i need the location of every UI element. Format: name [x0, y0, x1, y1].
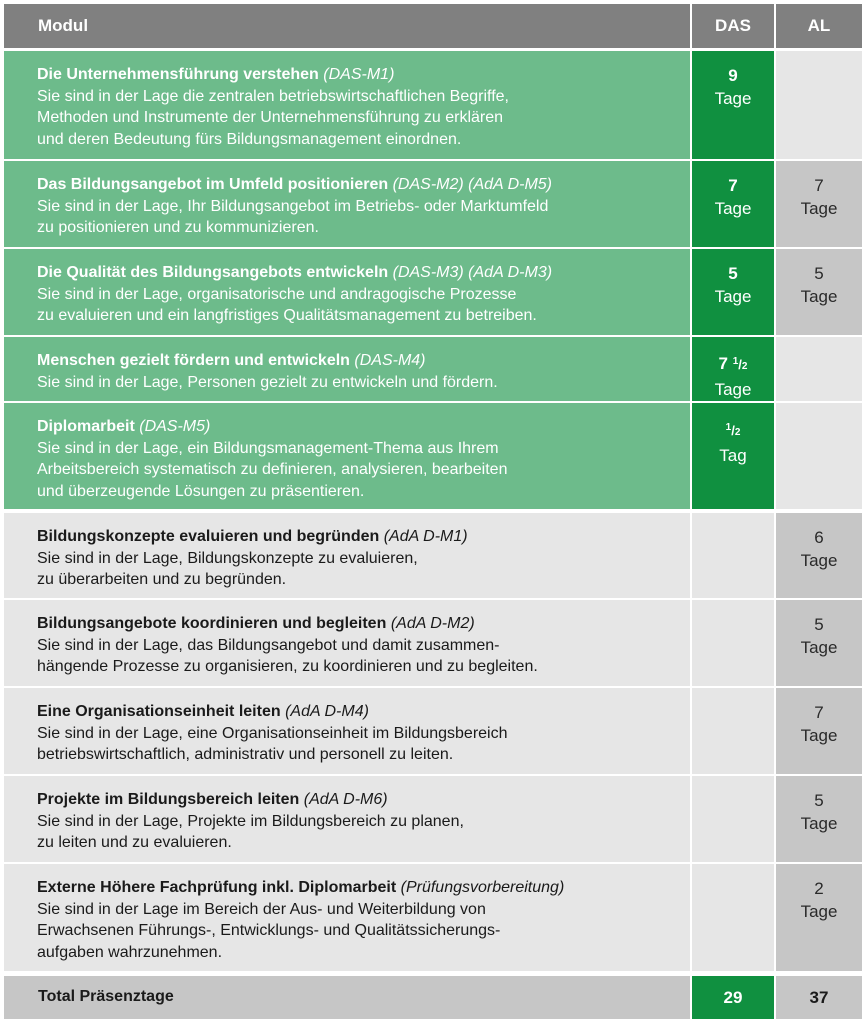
al-days: [776, 403, 862, 509]
al-days-number: 6: [814, 528, 824, 547]
module-code: (Prüfungsvorbereitung): [400, 879, 565, 896]
module-row-das-m3: [4, 249, 862, 335]
al-days-number: 2: [814, 879, 824, 898]
module-title: Diplomarbeit: [37, 418, 135, 435]
das-days-number: 5: [728, 264, 738, 283]
al-days-unit: Tage: [800, 638, 838, 657]
header-modul: Modul: [4, 4, 690, 48]
das-days: [692, 249, 774, 335]
module-text-line: Sie sind in der Lage, organisatorische und andragogische Prozesse: [37, 285, 517, 303]
module-row-hfp: [4, 864, 862, 971]
module-code: (AdA D-M6): [303, 791, 388, 808]
module-code: (AdA D-M1): [383, 528, 468, 545]
module-description: [4, 864, 690, 971]
module-text-line: Sie sind in der Lage, Bildungskonzepte zu evaluieren,: [37, 549, 418, 567]
das-days: [692, 51, 774, 159]
al-days-number: 5: [814, 264, 824, 283]
module-code: (DAS-M1): [323, 66, 395, 83]
module-title: Bildungsangebote koordinieren und begleiten: [37, 615, 387, 632]
module-text-line: zu leiten und zu evaluieren.: [37, 834, 232, 851]
das-days: [692, 161, 774, 247]
al-days: [776, 51, 862, 159]
module-row-ada-m1: [4, 513, 862, 598]
al-days-unit: Tage: [800, 902, 838, 921]
das-days: [692, 337, 774, 401]
module-description: [4, 249, 690, 335]
das-days: [692, 600, 774, 686]
module-text-line: Erwachsenen Führungs-, Entwicklungs- und Qualitätssicherungs-: [37, 922, 501, 939]
al-days-number: 7: [814, 176, 824, 195]
al-days-number: 5: [814, 615, 824, 634]
module-description: [4, 337, 690, 401]
al-days-unit: Tage: [800, 814, 838, 833]
module-text-line: Methoden und Instrumente der Unternehmensführung zu erklären: [37, 109, 504, 126]
module-description: [4, 688, 690, 774]
total-al: 37: [776, 976, 862, 1019]
al-days: [776, 688, 862, 774]
module-title: Eine Organisationseinheit leiten: [37, 703, 281, 720]
header-al: AL: [776, 4, 862, 48]
module-title: Die Unternehmensführung verstehen: [37, 66, 319, 83]
al-days-number: 5: [814, 791, 824, 810]
al-days: [776, 161, 862, 247]
module-description: [4, 403, 690, 509]
module-row-das-m5: [4, 403, 862, 509]
total-row: [4, 976, 862, 1019]
module-title: Das Bildungsangebot im Umfeld positionieren: [37, 176, 389, 193]
al-days-unit: Tage: [800, 551, 838, 570]
al-days: [776, 600, 862, 686]
al-days-unit: Tage: [800, 726, 838, 745]
das-days-number: 7: [728, 176, 738, 195]
module-text-line: und deren Bedeutung fürs Bildungsmanagement einordnen.: [37, 130, 462, 148]
module-text-line: zu evaluieren und ein langfristiges Qualitätsmanagement zu betreiben.: [37, 307, 537, 324]
das-days-number: $^1$/2: [725, 422, 741, 438]
module-code: (DAS-M4): [354, 352, 426, 369]
al-days-unit: Tage: [800, 199, 838, 218]
module-text-line: Sie sind in der Lage, Ihr Bildungsangebot im Betriebs- oder Marktumfeld: [37, 197, 549, 215]
fraction-numerator: 1: [725, 422, 732, 433]
das-days: [692, 688, 774, 774]
module-code: (DAS-M5): [139, 418, 211, 435]
module-title: Externe Höhere Fachprüfung inkl. Diplomarbeit: [37, 879, 397, 896]
module-description: [4, 776, 690, 862]
al-days-number: 7: [814, 703, 824, 722]
module-row-das-m4: [4, 337, 862, 401]
module-text-line: Sie sind in der Lage, Projekte im Bildungsbereich zu planen,: [37, 812, 464, 830]
module-code: (DAS-M3) (AdA D-M3): [392, 264, 553, 281]
al-days: [776, 513, 862, 598]
module-code: (AdA D-M4): [285, 703, 369, 720]
fraction-denominator: 2: [734, 427, 741, 438]
das-days-unit: Tage: [714, 199, 752, 218]
module-text-line: betriebswirtschaftlich, administrativ und personell zu leiten.: [37, 746, 454, 763]
al-days-unit: Tage: [800, 287, 838, 306]
module-description: [4, 161, 690, 247]
total-label: Total Präsenztage: [4, 976, 690, 1019]
module-text-line: Sie sind in der Lage im Bereich der Aus- und Weiterbildung von: [37, 900, 486, 918]
module-text-line: Sie sind in der Lage, das Bildungsangebot und damit zusammen-: [37, 636, 500, 654]
das-days: [692, 513, 774, 598]
das-days-unit: Tage: [714, 89, 752, 108]
module-text-line: zu positionieren und zu kommunizieren.: [37, 219, 319, 236]
module-title: Projekte im Bildungsbereich leiten: [37, 791, 300, 808]
table-header: [4, 4, 862, 48]
al-days: [776, 337, 862, 401]
module-text-line: zu überarbeiten und zu begründen.: [37, 571, 287, 588]
module-text-line: Sie sind in der Lage, ein Bildungsmanagement-Thema aus Ihrem: [37, 439, 499, 457]
fraction-numerator: 1: [732, 356, 739, 367]
module-text-line: hängende Prozesse zu organisieren, zu koordinieren und zu begleiten.: [37, 658, 538, 675]
header-das: DAS: [692, 4, 774, 48]
module-row-ada-m2: [4, 600, 862, 686]
fraction-denominator: 2: [741, 361, 748, 372]
das-days-number: 9: [728, 66, 738, 85]
module-title: Die Qualität des Bildungsangebots entwickeln: [37, 264, 389, 281]
module-description: [4, 513, 690, 598]
module-text-line: und überzeugende Lösungen zu präsentieren.: [37, 482, 365, 500]
al-days: [776, 776, 862, 862]
module-text-line: aufgaben wahrzunehmen.: [37, 943, 223, 961]
das-days: [692, 864, 774, 971]
module-title: Menschen gezielt fördern und entwickeln: [37, 352, 350, 369]
module-code: (AdA D-M2): [390, 615, 475, 632]
al-days: [776, 249, 862, 335]
module-description: [4, 600, 690, 686]
module-text-line: Arbeitsbereich systematisch zu definieren, analysieren, bearbeiten: [37, 461, 508, 478]
das-days: [692, 403, 774, 509]
module-description: [4, 51, 690, 159]
module-code: (DAS-M2) (AdA D-M5): [392, 176, 553, 193]
module-title: Bildungskonzepte evaluieren und begründen: [37, 528, 380, 545]
das-days: [692, 776, 774, 862]
module-text-line: Sie sind in der Lage die zentralen betriebswirtschaftlichen Begriffe,: [37, 87, 509, 105]
das-days-unit: Tage: [714, 380, 752, 399]
das-days-whole: 7: [718, 354, 728, 373]
das-days-unit: Tage: [714, 287, 752, 306]
das-days-number: 7 $^1$/2: [718, 354, 748, 373]
al-days: [776, 864, 862, 971]
module-row-ada-m6: [4, 776, 862, 862]
module-row-das-m1: [4, 51, 862, 159]
module-text-line: Sie sind in der Lage, eine Organisationseinheit im Bildungsbereich: [37, 724, 508, 742]
module-row-ada-m4: [4, 688, 862, 774]
total-das: 29: [692, 976, 774, 1019]
das-days-unit: Tag: [719, 446, 747, 465]
module-text-line: Sie sind in der Lage, Personen gezielt zu entwickeln und fördern.: [37, 373, 498, 391]
module-row-das-m2: [4, 161, 862, 247]
